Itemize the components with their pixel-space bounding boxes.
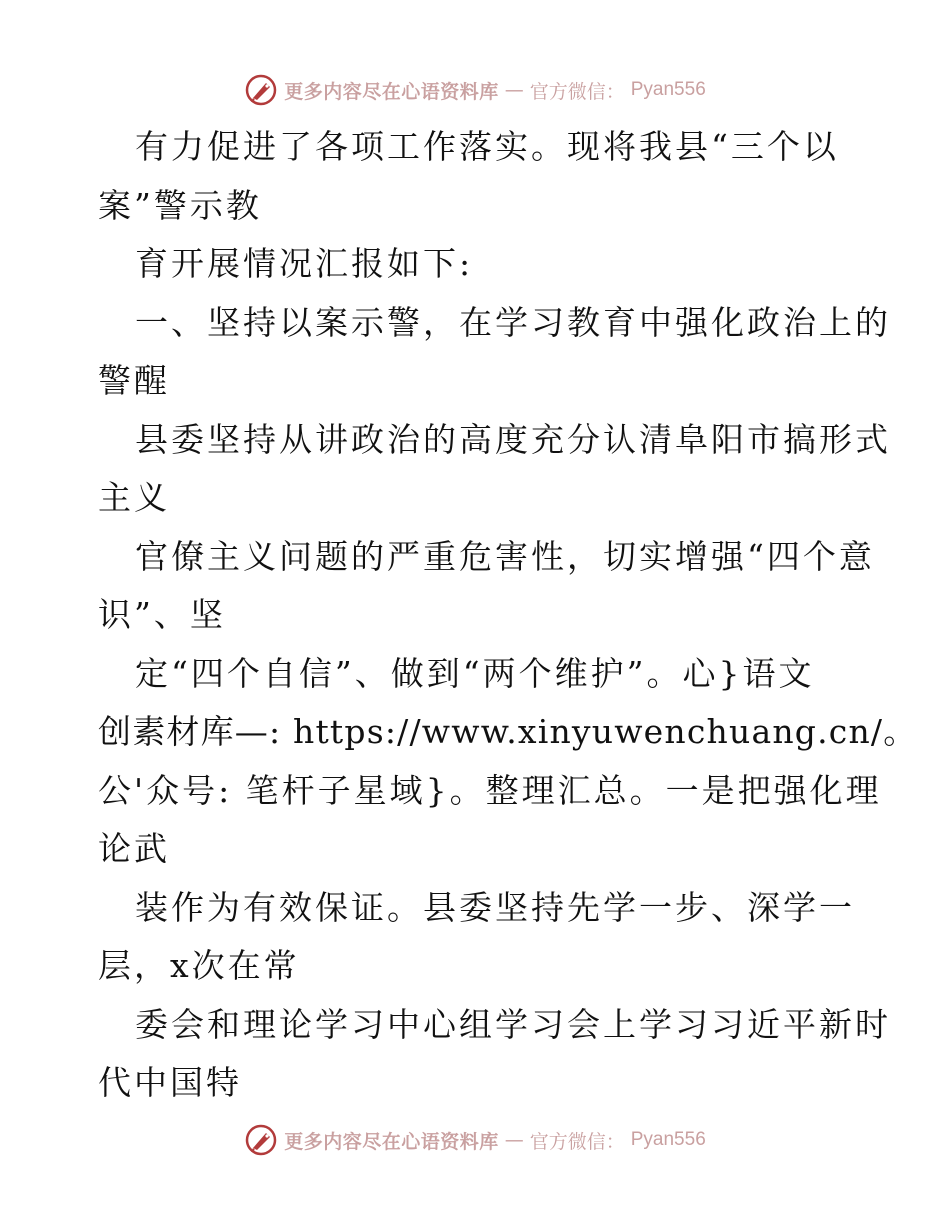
watermark-separator: — (504, 1129, 524, 1151)
text-line: 定“四个自信”、做到“两个维护”。心}语文 (135, 653, 815, 693)
text-line: 案”警示教 (98, 185, 262, 225)
watermark-wechat-label: 官方微信： (529, 80, 625, 103)
text-line: 论武 (98, 829, 170, 868)
text-line: 主义 (98, 478, 170, 517)
text-line: 委会和理论学习中心组学习会上学习习近平新时 (135, 1004, 891, 1044)
watermark-site-name: 更多内容尽在心语资料库 (284, 1130, 499, 1153)
text-line: 创素材库—: https://www.xinyuwenchuang.cn/。 (98, 712, 918, 751)
text-line: 县委坚持从讲政治的高度充分认清阜阳市搞形式 (135, 419, 891, 459)
watermark-wechat-id: Pyan556 (630, 79, 706, 100)
watermark-site-name: 更多内容尽在心语资料库 (284, 80, 499, 103)
watermark-separator: — (504, 79, 524, 101)
text-line: 育开展情况汇报如下: (135, 244, 474, 283)
text-line: 代中国特 (98, 1063, 242, 1102)
text-line: 官僚主义问题的严重危害性，切实增强“四个意 (135, 536, 875, 576)
fountain-pen-logo-icon (244, 73, 278, 107)
text-line: 层，x次在常 (98, 946, 300, 985)
text-line: 公'众号: 笔杆子星域}。整理汇总。一是把强化理 (98, 770, 882, 810)
document-body (98, 118, 918, 1113)
section-heading-line: 一、坚持以案示警，在学习教育中强化政治上的 (135, 302, 891, 342)
watermark-wechat-label: 官方微信： (529, 1130, 625, 1153)
text-line: 有力促进了各项工作落实。现将我县“三个以 (135, 127, 839, 166)
text-line: 识”、坚 (98, 595, 226, 634)
fountain-pen-logo-icon (244, 1123, 278, 1157)
header-watermark (0, 70, 950, 110)
footer-watermark (0, 1120, 950, 1160)
section-heading-line: 警醒 (98, 361, 170, 400)
text-line: 装作为有效保证。县委坚持先学一步、深学一 (135, 887, 855, 927)
watermark-wechat-id: Pyan556 (630, 1129, 706, 1150)
